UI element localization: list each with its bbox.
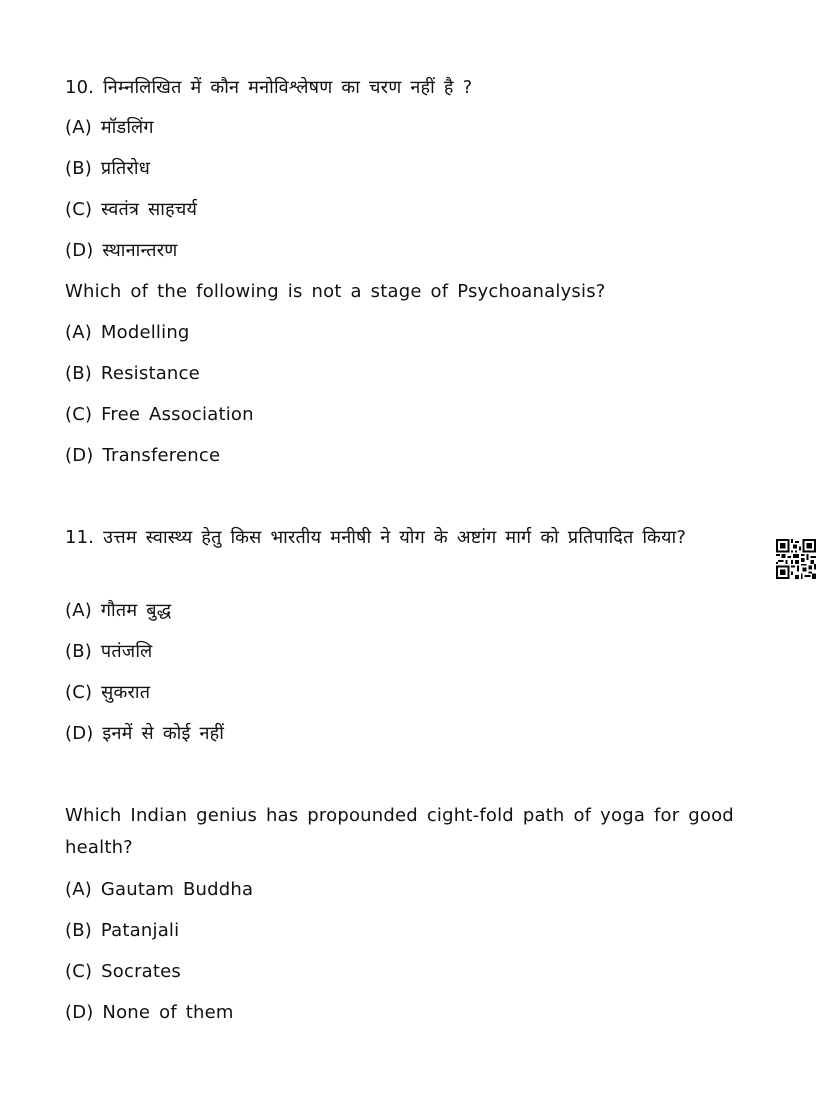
q10-english-option-c: (C) Free Association — [65, 404, 254, 425]
q11-english-option-c: (C) Socrates — [65, 961, 182, 982]
q10-english-option-d: (D) Transference — [65, 445, 221, 466]
q11-hindi-option-b: (B) पतंजलि — [65, 641, 153, 662]
q11-hindi-option-d: (D) इनमें से कोई नहीं — [65, 723, 225, 744]
q10-hindi-option-c: (C) स्वतंत्र साहचर्य — [65, 199, 198, 220]
qr-code-icon — [776, 539, 816, 579]
q10-hindi-option-b: (B) प्रतिरोध — [65, 158, 150, 179]
q11-english-option-d: (D) None of them — [65, 1002, 234, 1023]
q11-hindi-option-c: (C) सुकरात — [65, 682, 151, 703]
q10-hindi-option-d: (D) स्थानान्तरण — [65, 240, 178, 261]
q10-hindi-option-a: (A) मॉडलिंग — [65, 117, 154, 138]
q10-english-option-a: (A) Modelling — [65, 322, 190, 343]
q10-english-question: Which of the following is not a stage of Psychoanalysis? — [65, 281, 606, 302]
q10-english-option-b: (B) Resistance — [65, 363, 200, 384]
q11-hindi-question: 11. उत्तम स्वास्थ्य हेतु किस भारतीय मनीषी ने योग के अष्टांग मार्ग को प्रतिपादित किया? — [65, 527, 687, 548]
q11-hindi-option-a: (A) गौतम बुद्ध — [65, 600, 172, 621]
q11-english-option-b: (B) Patanjali — [65, 920, 180, 941]
q10-hindi-question: 10. निम्नलिखित में कौन मनोविश्लेषण का चरण नहीं है ? — [65, 77, 473, 98]
q11-english-question: Which Indian genius has propounded cight-fold path of yoga for good health? — [65, 805, 734, 858]
q11-english-option-a: (A) Gautam Buddha — [65, 879, 254, 900]
